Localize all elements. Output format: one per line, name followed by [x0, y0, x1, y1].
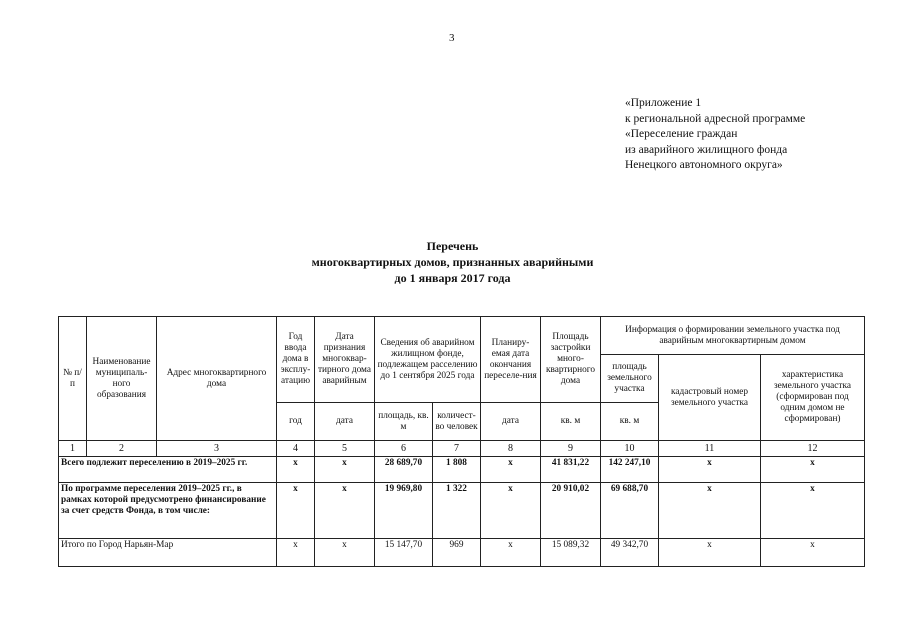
unit-col4: год: [277, 403, 315, 441]
column-number: 1: [59, 441, 87, 457]
title-line: до 1 января 2017 года: [394, 271, 511, 285]
row-cell: 19 969,80: [375, 483, 433, 539]
row-cell: х: [277, 539, 315, 567]
row-cell: х: [481, 483, 541, 539]
row-cell: х: [315, 457, 375, 483]
column-number: 3: [157, 441, 277, 457]
annex-line: «Приложение 1: [625, 97, 702, 109]
annex-line: «Переселение граждан: [625, 128, 738, 140]
annex-line: Ненецкого автономного округа»: [625, 159, 783, 171]
unit-col10: кв. м: [601, 403, 659, 441]
row-cell: х: [659, 539, 761, 567]
unit-col9: кв. м: [541, 403, 601, 441]
column-number: 6: [375, 441, 433, 457]
column-number: 4: [277, 441, 315, 457]
unit-col6: площадь, кв. м: [375, 403, 433, 441]
document-title: [0, 238, 905, 286]
row-cell: 28 689,70: [375, 457, 433, 483]
column-number: 12: [761, 441, 865, 457]
column-number: 8: [481, 441, 541, 457]
row-cell: 41 831,22: [541, 457, 601, 483]
row-label: По программе переселения 2019–2025 гг., в рамках которой предусмотрено финансирование за счет средств Фонда, в том числе:: [59, 483, 277, 539]
header-col2: Наименование муниципаль-ного образования: [87, 317, 157, 441]
row-cell: 1 808: [433, 457, 481, 483]
header-col11: кадастровый номер земельного участка: [659, 355, 761, 441]
header-col10: площадь земельного участка: [601, 355, 659, 403]
row-cell: х: [315, 483, 375, 539]
title-line: многоквартирных домов, признанных аварийными: [311, 255, 594, 269]
header-col4: Год ввода дома в эксплу-атацию: [277, 317, 315, 403]
unit-col7: количест-во человек: [433, 403, 481, 441]
annex-line: к региональной адресной программе: [625, 112, 806, 125]
table-row: [59, 457, 865, 483]
row-cell: 142 247,10: [601, 457, 659, 483]
column-number: 7: [433, 441, 481, 457]
header-col12: характеристика земельного участка (сформирован под одним домом не сформирован): [761, 355, 865, 441]
table-row: [59, 539, 865, 567]
column-number: 9: [541, 441, 601, 457]
page-number: 3: [449, 32, 455, 44]
annex-heading: [625, 96, 805, 174]
row-cell: х: [277, 457, 315, 483]
column-number: 10: [601, 441, 659, 457]
row-cell: 969: [433, 539, 481, 567]
row-cell: 15 089,32: [541, 539, 601, 567]
unit-col5: дата: [315, 403, 375, 441]
table-row: [59, 483, 865, 539]
row-cell: 15 147,70: [375, 539, 433, 567]
row-cell: 20 910,02: [541, 483, 601, 539]
row-cell: х: [761, 539, 865, 567]
column-number: 2: [87, 441, 157, 457]
row-label: Итого по Город Нарьян-Мар: [59, 539, 277, 567]
header-col8: Планиру-емая дата окончания переселе-ния: [481, 317, 541, 403]
column-number: 11: [659, 441, 761, 457]
row-cell: х: [315, 539, 375, 567]
header-col1: № п/п: [59, 317, 87, 441]
housing-table: [58, 316, 865, 567]
header-col3: Адрес многоквартирного дома: [157, 317, 277, 441]
row-label: Всего подлежит переселению в 2019–2025 гг.: [59, 457, 277, 483]
row-cell: х: [761, 483, 865, 539]
row-cell: 1 322: [433, 483, 481, 539]
row-cell: х: [659, 483, 761, 539]
column-number-row: [59, 441, 865, 457]
row-cell: 49 342,70: [601, 539, 659, 567]
header-col10-12: Информация о формировании земельного участка под аварийным многоквартирным домом: [601, 317, 865, 355]
unit-col8: дата: [481, 403, 541, 441]
annex-line: из аварийного жилищного фонда: [625, 143, 788, 156]
header-col6-7: Сведения об аварийном жилищном фонде, подлежащем расселению до 1 сентября 2025 года: [375, 317, 481, 403]
column-number: 5: [315, 441, 375, 457]
row-cell: х: [277, 483, 315, 539]
row-cell: х: [761, 457, 865, 483]
header-col5: Дата признания многоквар-тирного дома аварийным: [315, 317, 375, 403]
header-col9: Площадь застройки много-квартирного дома: [541, 317, 601, 403]
row-cell: 69 688,70: [601, 483, 659, 539]
row-cell: х: [481, 457, 541, 483]
title-line: Перечень: [426, 239, 479, 253]
row-cell: х: [481, 539, 541, 567]
row-cell: х: [659, 457, 761, 483]
header-row: [59, 317, 865, 355]
